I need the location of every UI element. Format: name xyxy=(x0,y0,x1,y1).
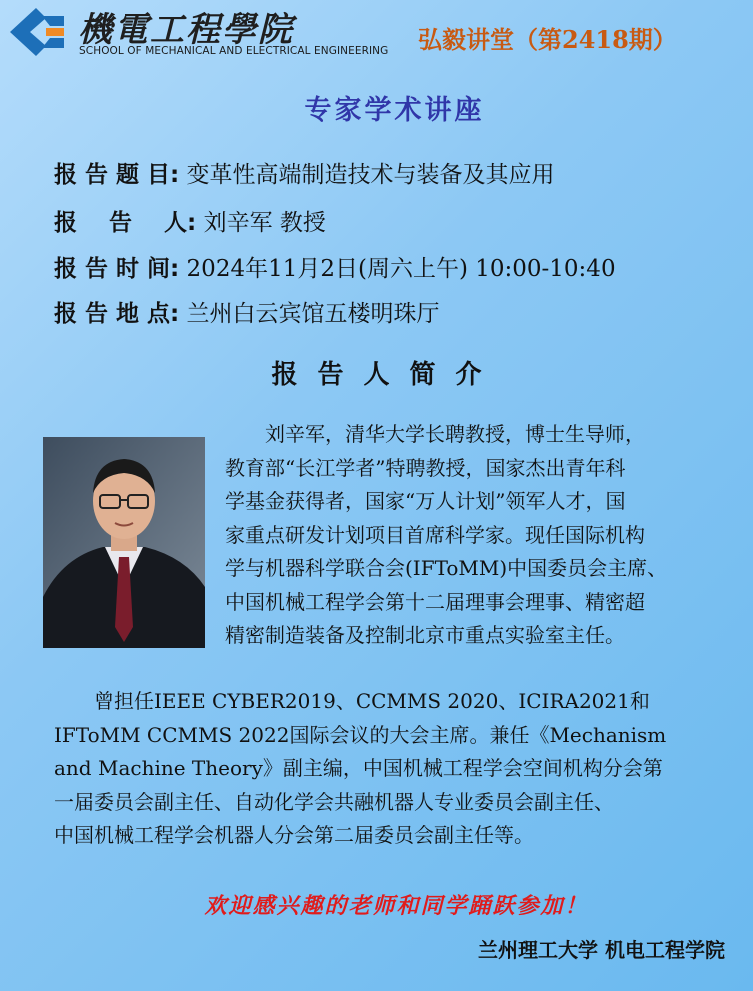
bio-line: 家重点研发计划项目首席科学家。现任国际机构 xyxy=(225,522,645,547)
bio-line: 一届委员会副主任、自动化学会共融机器人专业委员会副主任、 xyxy=(54,789,614,814)
welcome-message: 欢迎感兴趣的老师和同学踊跃参加！ xyxy=(204,893,589,919)
title-value: 变革性高端制造技术与装备及其应用 xyxy=(186,162,555,188)
lecture-series-title: 弘毅讲堂（第2418期） xyxy=(418,25,677,54)
bio-line: 学与机器科学联合会(IFToMM)中国委员会主席、 xyxy=(225,556,668,580)
bio-line: IFToMM CCMMS 2022国际会议的大会主席。兼任《Mechanism xyxy=(54,722,667,747)
time-value: 2024年11月2日(周六上午) 10:00-10:40 xyxy=(186,256,616,282)
title-label: 报 告 题 目: xyxy=(54,162,180,188)
bio-line: and Machine Theory》副主编，中国机械工程学会空间机构分会第 xyxy=(54,756,663,780)
bio-line: 中国机械工程学会第十二届理事会理事、精密超 xyxy=(225,589,645,614)
place-value: 兰州白云宾馆五楼明珠厅 xyxy=(186,301,440,327)
info-row-speaker xyxy=(54,204,326,237)
bio-line: 精密制造装备及控制北京市重点实验室主任。 xyxy=(225,623,625,647)
info-row-time xyxy=(54,250,616,283)
place-label: 报 告 地 点: xyxy=(54,301,180,327)
bio-line: 学基金获得者，国家“万人计划”领军人才，国 xyxy=(225,489,626,513)
lecture-type-heading: 专家学术讲座 xyxy=(304,95,485,126)
bio-line: 中国机械工程学会机器人分会第二届委员会副主任等。 xyxy=(54,823,534,847)
school-name-cn: 機電工程學院 xyxy=(78,10,294,50)
bio-paragraph-2 xyxy=(54,685,704,853)
bio-line: 曾担任IEEE CYBER2019、CCMMS 2020、ICIRA2021和 xyxy=(54,689,650,713)
school-logo-icon xyxy=(6,6,68,58)
info-row-title xyxy=(54,156,555,189)
speaker-value: 刘辛军 教授 xyxy=(203,210,326,236)
bio-line: 刘辛军，清华大学长聘教授，博士生导师， xyxy=(225,422,645,446)
organizer-footer: 兰州理工大学 机电工程学院 xyxy=(478,938,725,962)
info-row-place xyxy=(54,295,440,328)
school-name-en: SCHOOL OF MECHANICAL AND ELECTRICAL ENGINEERING xyxy=(79,45,389,57)
bio-paragraph-1 xyxy=(225,418,703,653)
speaker-label: 报 告 人: xyxy=(54,210,197,236)
bio-section-title: 报告人简介 xyxy=(271,360,502,390)
speaker-photo xyxy=(43,437,205,648)
bio-line: 教育部“长江学者”特聘教授，国家杰出青年科 xyxy=(225,455,626,480)
time-label: 报 告 时 间: xyxy=(54,256,180,282)
